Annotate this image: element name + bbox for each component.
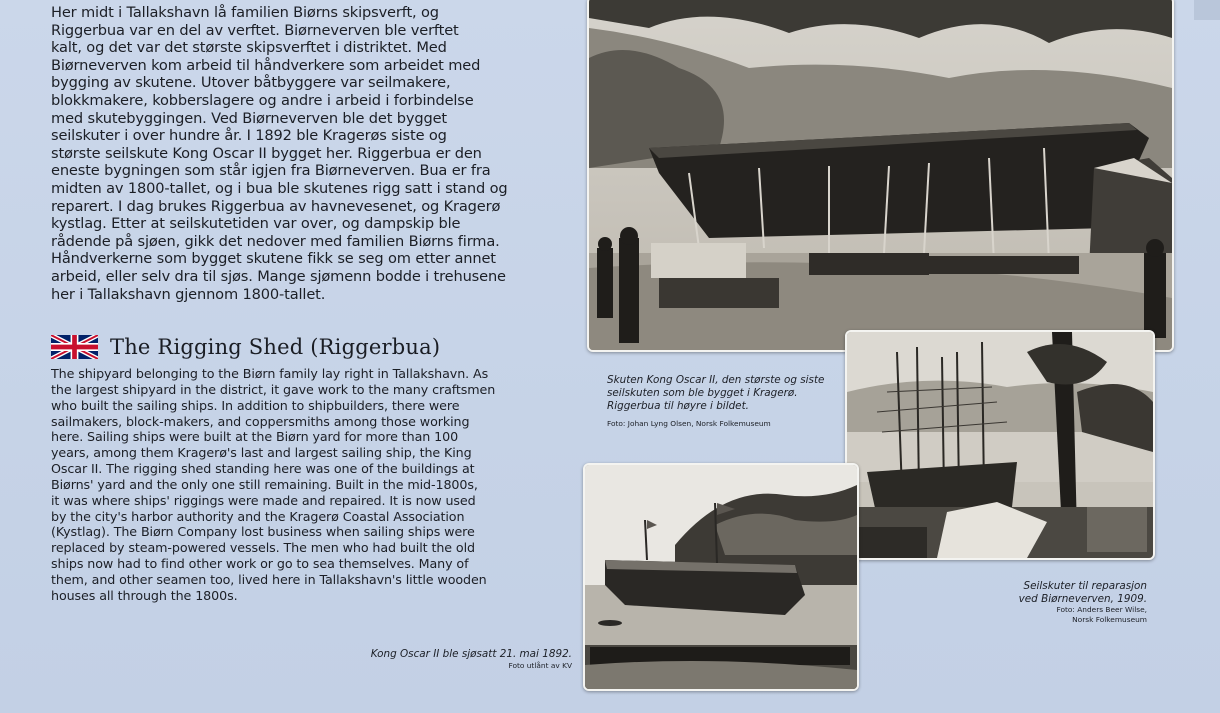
english-heading: The Rigging Shed (Riggerbua) <box>110 335 441 359</box>
photo2-caption: Seilskuter til reparasjon ved Biørneverven, 1909. <box>1018 580 1147 605</box>
photo1-caption: Skuten Kong Oscar II, den største og siste seilskuten som ble bygget i Kragerø. Riggerbua til høyre i bildet. <box>607 374 825 412</box>
panel-edge-mark <box>1194 0 1220 20</box>
photo2-credit: Foto: Anders Beer Wilse, Norsk Folkemuseum <box>1056 605 1147 624</box>
photo-kong-oscar-slipway-image <box>589 0 1172 350</box>
photo3-caption: Kong Oscar II ble sjøsatt 21. mai 1892. <box>370 648 572 660</box>
uk-flag-icon <box>51 335 98 359</box>
photo1-credit: Foto: Johan Lyng Olsen, Norsk Folkemuseum <box>607 419 771 428</box>
norwegian-body-text: Her midt i Tallakshavn lå familien Biørns skipsverft, og Riggerbua var en del av verftet. Biørneverven ble verftet kalt, og det var det største skipsverftet i distriktet. Med Biørneverven kom arbeid til håndverkere som arbeidet med bygging av skutene. Utover båtbyggere var seilmakere, blokkmakere, kobberslagere og andre i arbeid i forbindelse med skutebyggingen. Ved Biørneverven ble det bygget seilskuter i over hundre år. I 1892 ble Kragerøs siste og største seilskute Kong Oscar II bygget her. Riggerbua er den eneste bygningen som står igjen fra Biørneverven. Bua er fra midten av 1800-tallet, og i bua ble skutenes rigg satt i stand og reparert. I dag brukes Riggerbua av havnevesenet, og Kragerø kystlag. Etter at seilskutetiden var over, og dampskip ble rådende på sjøen, gikk det nedover med familien Biørns firma. Håndverkerne som bygget skutene fikk se seg om etter annet arbeid, eller selv dra til sjøs. Mange sjømenn bodde i trehusene her i Tallakshavn gjennom 1800-tallet. <box>51 4 508 303</box>
photo3-credit: Foto utlånt av KV <box>508 661 572 670</box>
photo-sailing-ships-repair <box>845 330 1155 560</box>
photo-kong-oscar-launch-image <box>585 465 857 689</box>
photo-kong-oscar-launch <box>583 463 859 691</box>
photo-kong-oscar-slipway <box>587 0 1174 352</box>
english-heading-row <box>51 333 440 361</box>
photo-sailing-ships-repair-image <box>847 332 1153 558</box>
english-body-text: The shipyard belonging to the Biørn family lay right in Tallakshavn. As the largest shipyard in the district, it gave work to the many craftsmen who built the sailing ships. In addition to shipbuilders, there were sailmakers, block-makers, and coppersmiths among those working here. Sailing ships were built at the Biørn yard for more than 100 years, among them Kragerø's last and largest sailing ship, the King Oscar II. The rigging shed standing here was one of the buildings at Biørns' yard and the only one still remaining. Built in the mid-1800s, it was where ships' riggings were made and repaired. It is now used by the city's harbor authority and the Kragerø Coastal Association (Kystlag). The Biørn Company lost business when sailing ships were replaced by steam-powered vessels. The men who had built the old ships now had to find other work or go to sea themselves. Many of them, and other seamen too, lived here in Tallakshavn's little wooden houses all through the 1800s. <box>51 366 496 603</box>
